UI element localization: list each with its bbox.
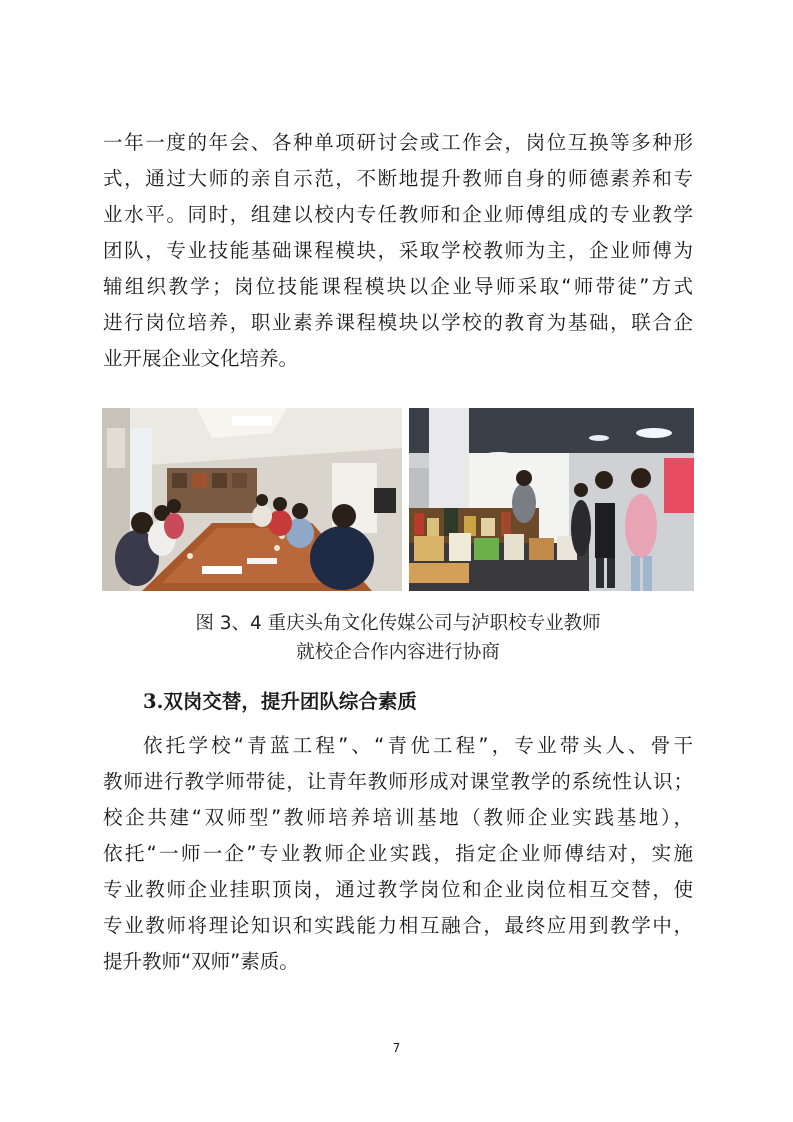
paragraph-line: 式，通过大师的亲自示范，不断地提升教师自身的师德素养和专 — [103, 167, 693, 190]
paragraph-1 — [103, 125, 693, 377]
caption-line-1: 图 3、4 重庆头角文化传媒公司与泸职校专业教师 — [195, 613, 601, 634]
figure-caption — [103, 609, 693, 667]
paragraph-line: 专业教师企业挂职顶岗，通过教学岗位和企业岗位相互交替，使 — [103, 878, 693, 901]
paragraph-line: 辅组织教学；岗位技能课程模块以企业导师采取“师带徒”方式 — [103, 275, 693, 298]
paragraph-line: 进行岗位培养，职业素养课程模块以学校的教育为基础，联合企 — [103, 311, 693, 334]
paragraph-line: 专业教师将理论知识和实践能力相互融合，最终应用到教学中， — [103, 914, 693, 937]
paragraph-line: 业开展企业文化培养。 — [103, 347, 299, 370]
paragraph-line: 团队，专业技能基础课程模块，采取学校教师为主，企业师傅为 — [103, 239, 693, 262]
paragraph-line: 提升教师“双师”素质。 — [103, 950, 299, 973]
product-display-photo — [409, 408, 694, 591]
paragraph-line: 依托“一师一企”专业教师企业实践，指定企业师傅结对，实施 — [103, 842, 693, 865]
paragraph-line: 教师进行教学师带徒，让青年教师形成对课堂教学的系统性认识； — [103, 770, 693, 793]
paragraph-line: 一年一度的年会、各种单项研讨会或工作会，岗位互换等多种形 — [103, 131, 693, 154]
paragraph-line: 业水平。同时，组建以校内专任教师和企业师傅组成的专业教学 — [103, 203, 693, 226]
paragraph-line: 校企共建“双师型”教师培养培训基地（教师企业实践基地）， — [103, 806, 693, 829]
meeting-room-photo — [102, 408, 402, 591]
caption-line-2: 就校企合作内容进行协商 — [296, 642, 500, 663]
page-number: 7 — [392, 1041, 401, 1055]
section-heading: 3.双岗交替，提升团队综合素质 — [143, 690, 417, 713]
paragraph-2 — [103, 728, 693, 980]
paragraph-line: 依托学校“青蓝工程”、“青优工程”，专业带头人、骨干 — [143, 734, 693, 757]
